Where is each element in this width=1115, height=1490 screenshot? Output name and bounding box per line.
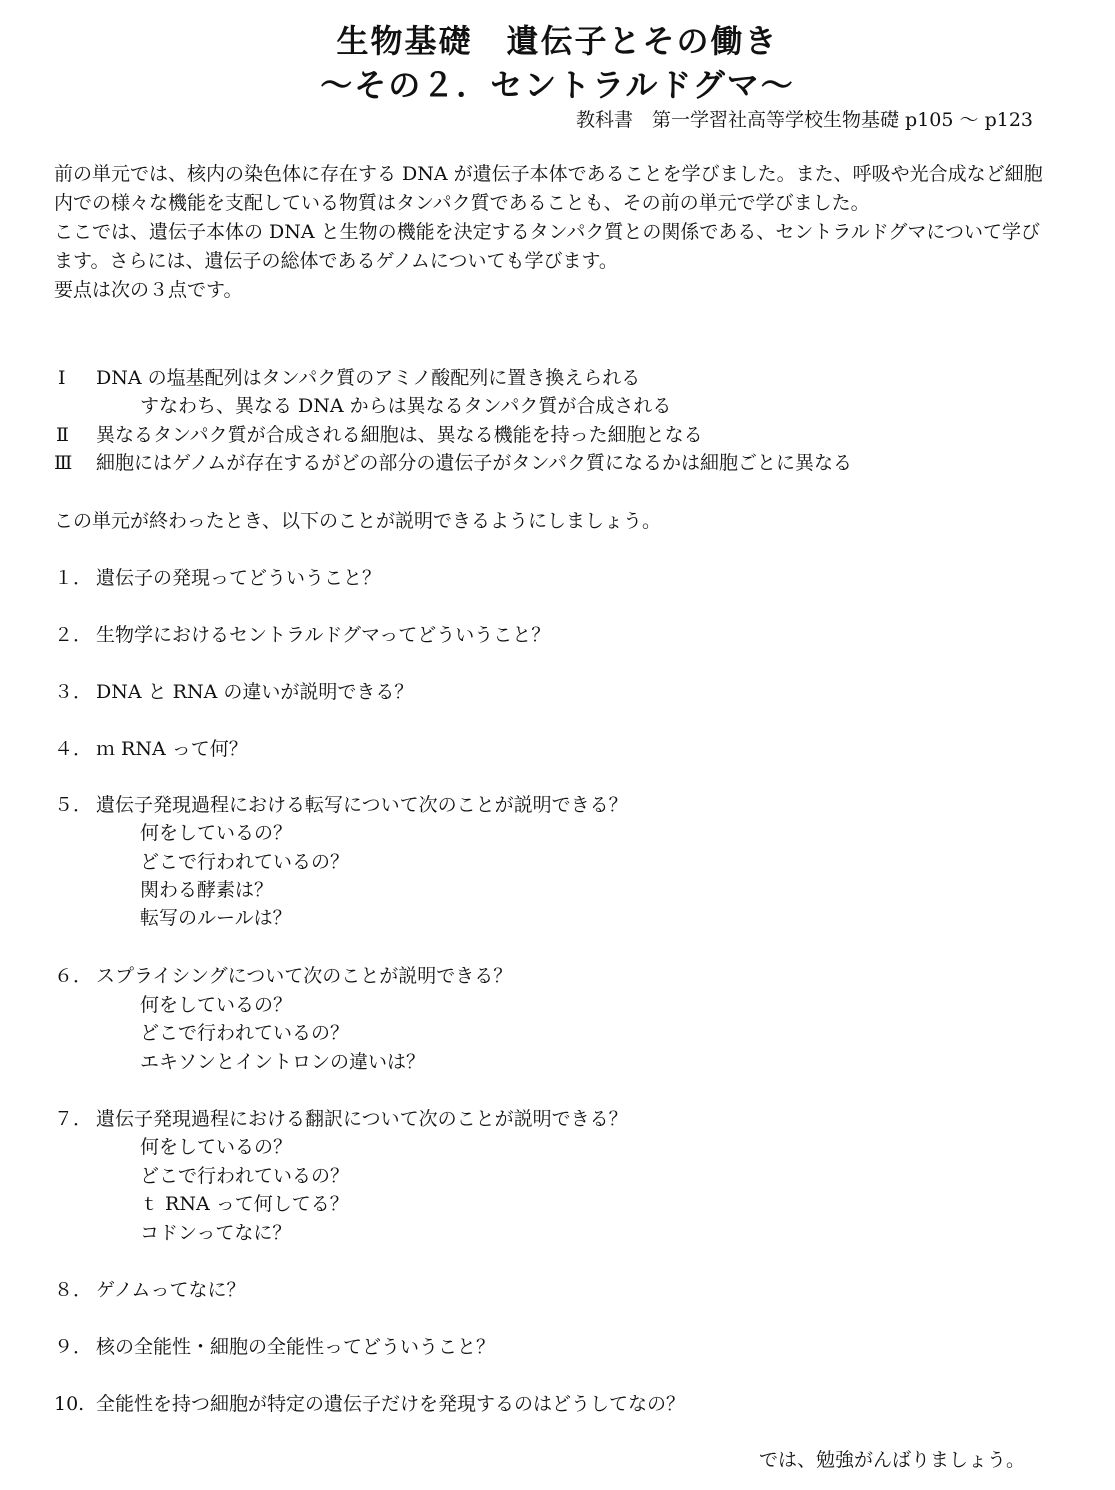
page-title: 生物基礎 遺伝子とその働き [336, 22, 779, 60]
intro-paragraph: 前の単元では、核内の染色体に存在する DNA が遺伝子本体であることを学びました。また、呼吸や光合成など細胞内での様々な機能を支配している物質はタンパク質であることも、その前の単元で学びました。 [54, 163, 1043, 214]
question-text: ｍ RNA って何？ [96, 738, 248, 760]
question-text: 全能性を持つ細胞が特定の遺伝子だけを発現するのはどうしてなの？ [96, 1393, 686, 1415]
question-subitem: 転写のルールは？ [140, 907, 292, 929]
question-number: ２． [54, 624, 93, 646]
question-text: ゲノムってなに？ [96, 1279, 246, 1301]
question-text: 生物学におけるセントラルドグマってどういうこと？ [96, 624, 551, 646]
question-subitem: エキソンとイントロンの違いは？ [140, 1051, 426, 1073]
question-text: 遺伝子の発現ってどういうこと？ [96, 567, 382, 589]
question-number: ５． [54, 794, 93, 816]
key-point-mark: Ⅲ [54, 452, 73, 474]
goal-intro: この単元が終わったとき、以下のことが説明できるようにしましょう。 [54, 510, 662, 532]
key-point-text: 細胞にはゲノムが存在するがどの部分の遺伝子がタンパク質になるかは細胞ごとに異なる [96, 452, 853, 474]
question-subitem: 何をしているの？ [140, 994, 293, 1016]
closing-message: では、勉強がんばりましょう。 [758, 1449, 1025, 1471]
question-number: ６． [54, 965, 93, 987]
question-text: 核の全能性・細胞の全能性ってどういうこと？ [96, 1336, 496, 1358]
question-number: ８． [54, 1279, 93, 1301]
intro-text [54, 160, 1044, 305]
key-point-text: DNA の塩基配列はタンパク質のアミノ酸配列に置き換えられる [96, 367, 641, 389]
key-point-mark: Ⅰ [58, 367, 66, 389]
key-point-subtext: すなわち、異なる DNA からは異なるタンパク質が合成される [140, 395, 672, 417]
question-number: ３． [54, 681, 93, 703]
intro-paragraph: 要点は次の３点です。 [54, 279, 243, 301]
question-number: ７． [54, 1108, 93, 1130]
question-number: ９． [54, 1336, 93, 1358]
textbook-reference: 教科書 第一学習社高等学校生物基礎 p105 ～ p123 [576, 109, 1033, 131]
question-subitem: コドンってなに？ [140, 1222, 292, 1244]
question-number: 10. [54, 1393, 85, 1415]
question-subitem: ｔ RNA って何してる？ [140, 1193, 349, 1215]
question-subitem: 何をしているの？ [140, 1136, 293, 1158]
question-subitem: どこで行われているの？ [140, 1165, 350, 1187]
question-text: 遺伝子発現過程における転写について次のことが説明できる？ [96, 794, 628, 816]
question-number: ４． [54, 738, 93, 760]
question-text: スプライシングについて次のことが説明できる？ [96, 965, 513, 987]
question-subitem: どこで行われているの？ [140, 1022, 350, 1044]
key-point-text: 異なるタンパク質が合成される細胞は、異なる機能を持った細胞となる [96, 424, 703, 446]
intro-paragraph: ここでは、遺伝子本体の DNA と生物の機能を決定するタンパク質との関係である、セントラルドグマについて学びます。さらには、遺伝子の総体であるゲノムについても学びます。 [54, 221, 1041, 272]
question-subitem: 何をしているの？ [140, 822, 293, 844]
question-text: DNA と RNA の違いが説明できる？ [96, 681, 414, 703]
page-subtitle: ～その２．セントラルドグマ～ [320, 66, 795, 104]
question-subitem: 関わる酵素は？ [140, 879, 274, 901]
question-number: １． [54, 567, 93, 589]
question-subitem: どこで行われているの？ [140, 851, 350, 873]
question-text: 遺伝子発現過程における翻訳について次のことが説明できる？ [96, 1108, 628, 1130]
key-point-mark: Ⅱ [56, 424, 69, 446]
